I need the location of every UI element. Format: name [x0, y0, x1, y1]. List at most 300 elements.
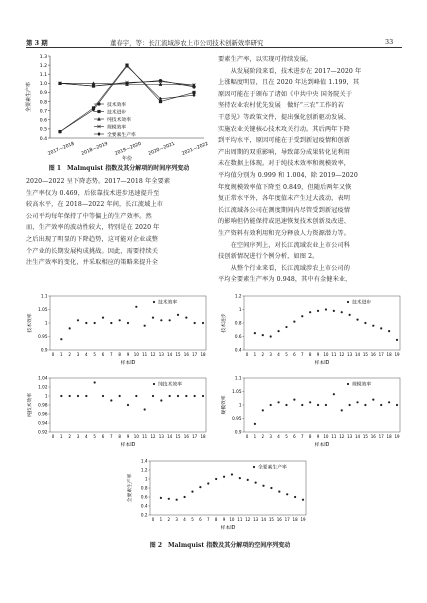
x-tick-label: 17 — [378, 352, 384, 357]
legend-marker — [253, 466, 255, 468]
y-tick-label: 1 — [238, 402, 242, 408]
legend-marker — [97, 102, 100, 105]
y-tick-label: 1.2 — [234, 293, 242, 299]
x-tick-label: 3 — [269, 352, 272, 357]
y-axis-label: 技术效率 — [28, 313, 33, 333]
text-line: 较高水平，在 2018—2022 年间，长江流域上市 — [26, 201, 164, 209]
scatter-point — [364, 322, 366, 324]
legend-marker — [153, 301, 155, 303]
scatter-point — [278, 491, 280, 493]
x-tick-label: 16 — [183, 434, 189, 439]
scatter-point — [262, 334, 264, 336]
figure-2-caption: 图 2 Malmquist 指数及其分解项的空间序列变动 — [149, 542, 291, 549]
text-line: 上涨幅度明显，且在 2020 年达到峰值 1.199，其 — [218, 79, 360, 87]
x-tick-label: 12 — [339, 434, 345, 439]
x-tick-label: 2017—2018 — [47, 141, 76, 157]
y-tick-label: 0.6 — [39, 118, 47, 124]
x-tick-label: 13 — [347, 434, 353, 439]
scatter-point — [341, 409, 343, 411]
x-axis-label: 样本ID — [314, 361, 330, 366]
scatter-point — [317, 310, 319, 312]
scatter-point — [270, 335, 272, 337]
scatter-point — [110, 399, 112, 401]
issue-number: 第 3 期 — [26, 39, 48, 47]
y-tick-label: 1.02 — [38, 384, 48, 390]
y-tick-label: 1 — [144, 476, 148, 482]
y-tick-label: 1 — [44, 320, 48, 326]
text-line: 平均值分别为 0.999 和 1.004，除 2019—2020 — [218, 171, 358, 179]
figure-1-caption: 图 1 Malmquist 指数及其分解项的时间序列变动 — [48, 165, 190, 172]
x-tick-label: 3 — [175, 517, 178, 522]
x-tick-label: 10 — [133, 434, 139, 439]
x-tick-label: 1 — [60, 434, 63, 439]
page-number: 33 — [385, 38, 394, 46]
scatter-point — [364, 404, 366, 406]
scatter-point — [349, 404, 351, 406]
x-tick-label: 2 — [167, 517, 171, 522]
y-tick-label: 1.04 — [38, 375, 48, 381]
scatter-point — [202, 322, 204, 324]
x-tick-label: 17 — [192, 434, 198, 439]
figure-1-line-chart — [24, 52, 210, 162]
x-tick-label: 7 — [300, 352, 304, 357]
text-line: 原因可能在于颁布了诸如《中共中央 国务院关于 — [218, 90, 353, 98]
x-tick-label: 1 — [253, 352, 257, 357]
x-tick-label: 18 — [200, 352, 206, 357]
header-rule — [26, 47, 402, 48]
scatter-point — [341, 311, 343, 313]
y-axis-label: 规模效率 — [222, 395, 227, 415]
x-tick-label: 11 — [331, 434, 337, 439]
scatter-point — [202, 395, 204, 397]
legend-label: 技术效率 — [158, 300, 178, 306]
x-tick-label: 4 — [183, 517, 186, 522]
legend-label: 规模效率 — [352, 382, 372, 388]
text-line: 从整个行业来看，长江流域涉农上市公司的 — [218, 264, 351, 272]
scatter-point — [135, 306, 137, 308]
x-tick-label: 4 — [277, 434, 280, 439]
text-line: 坚持农业农村优先发展 做好“三农”工作的若 — [218, 102, 344, 110]
x-axis-label: 样本ID — [314, 443, 330, 448]
legend-label-0: 技术效率 — [107, 102, 127, 108]
scatter-point — [144, 408, 146, 410]
y-tick-label: 1.3 — [39, 54, 47, 60]
y-tick-label: 0.9 — [40, 347, 48, 353]
y-tick-label: 1.05 — [38, 307, 48, 313]
scatter-point — [69, 395, 71, 397]
scatter-point — [380, 404, 382, 406]
x-tick-label: 5 — [191, 517, 194, 522]
x-tick-label: 3 — [269, 434, 272, 439]
legend-label-4: 全要素生产率 — [107, 132, 136, 138]
x-tick-label: 7 — [110, 352, 113, 357]
scatter-point — [207, 482, 209, 484]
y-tick-label: 0.2 — [140, 512, 148, 518]
x-tick-label: 5 — [93, 434, 96, 439]
scatter-point — [77, 395, 79, 397]
figure-2-panel-scale-efficiency — [220, 372, 406, 452]
legend-label: 全要素生产率 — [258, 465, 287, 471]
scatter-point — [191, 491, 193, 493]
scatter-point — [177, 314, 179, 316]
scatter-point — [215, 478, 217, 480]
scatter-point — [60, 338, 62, 340]
x-tick-label: 5 — [93, 352, 96, 357]
legend-marker — [97, 132, 100, 136]
x-tick-label: 7 — [300, 434, 304, 439]
x-tick-label: 17 — [378, 434, 384, 439]
scatter-point — [255, 482, 257, 484]
scatter-point — [301, 315, 303, 317]
figure-2-panel-technical-efficiency — [26, 290, 212, 370]
x-tick-label: 10 — [323, 434, 329, 439]
legend-marker — [347, 301, 349, 303]
y-tick-label: 1.1 — [40, 293, 48, 299]
x-tick-label: 8 — [214, 517, 218, 522]
scatter-point — [135, 395, 137, 397]
scatter-point — [185, 317, 187, 319]
x-tick-label: 13 — [253, 517, 259, 522]
y-tick-label: 0.8 — [39, 100, 47, 106]
legend-marker — [97, 110, 100, 113]
scatter-point — [194, 395, 196, 397]
y-tick-label: 0.8 — [234, 320, 242, 326]
legend-label: 纯技术效率 — [158, 382, 182, 388]
y-tick-label: 1.0 — [39, 82, 47, 88]
scatter-point — [254, 332, 256, 334]
x-axis-label: 年份 — [121, 156, 133, 162]
x-tick-label: 17 — [192, 352, 198, 357]
plot-frame — [244, 378, 400, 432]
scatter-point — [239, 477, 241, 479]
x-tick-label: 0 — [245, 352, 249, 357]
scatter-point — [380, 327, 382, 329]
scatter-point — [325, 308, 327, 310]
scatter-point — [168, 498, 170, 500]
x-tick-label: 15 — [268, 517, 274, 522]
scatter-point — [160, 399, 162, 401]
scatter-point — [356, 401, 358, 403]
legend-label-3: 规模效率 — [107, 125, 127, 131]
figure-2-panel-technical-progress — [220, 290, 406, 370]
x-tick-label: 12 — [150, 434, 156, 439]
text-line: 实施农业关键核心技术攻关行动。其后两年下降 — [218, 125, 351, 133]
left-column-text — [26, 176, 214, 269]
x-tick-label: 19 — [394, 434, 400, 439]
scatter-point — [356, 319, 358, 321]
y-axis-label: 纯技术效率 — [28, 393, 33, 417]
right-column-text — [218, 54, 402, 286]
legend-label-1: 技术进步 — [107, 110, 127, 116]
text-line: 个产业的长期发展构成挑战。因此，需要持续关 — [26, 247, 159, 255]
y-tick-label: 0.95 — [232, 416, 242, 422]
text-line: 从发展阶段来看，技术进步在 2017—2020 年 — [218, 67, 362, 75]
y-tick-label: 0.7 — [39, 109, 47, 115]
scatter-point — [372, 325, 374, 327]
x-tick-label: 2019—2020 — [114, 141, 143, 157]
x-tick-label: 6 — [101, 434, 105, 439]
scatter-point — [294, 496, 296, 498]
x-tick-label: 7 — [110, 434, 113, 439]
x-tick-label: 16 — [183, 352, 189, 357]
scatter-point — [127, 404, 129, 406]
scatter-point — [262, 409, 264, 411]
scatter-point — [247, 479, 249, 481]
x-tick-label: 9 — [126, 434, 130, 439]
x-tick-label: 16 — [370, 352, 376, 357]
x-tick-label: 2 — [261, 352, 265, 357]
y-tick-label: 0.9 — [39, 91, 47, 97]
scatter-point — [293, 321, 295, 323]
x-tick-label: 13 — [158, 352, 164, 357]
x-tick-label: 11 — [142, 434, 148, 439]
scatter-point — [254, 423, 256, 425]
x-tick-label: 12 — [150, 352, 156, 357]
scatter-point — [277, 401, 279, 403]
x-tick-label: 5 — [285, 434, 288, 439]
scatter-point — [302, 499, 304, 501]
y-tick-label: 0.95 — [38, 334, 48, 340]
y-tick-label: 0.4 — [39, 136, 47, 142]
y-tick-label: 0.94 — [38, 420, 48, 426]
x-tick-label: 2018—2019 — [80, 141, 109, 157]
scatter-point — [372, 399, 374, 401]
text-line: 生产率仅为 0.469，后依靠技术进步迅速提升至 — [26, 189, 160, 197]
x-tick-label: 9 — [316, 352, 320, 357]
x-tick-label: 7 — [206, 517, 210, 522]
scatter-point — [119, 395, 121, 397]
y-tick-label: 1.2 — [140, 467, 148, 473]
scatter-point — [333, 393, 335, 395]
x-tick-label: 1 — [159, 517, 163, 522]
legend-label-2: 纯技术效率 — [107, 117, 131, 123]
scatter-point — [194, 322, 196, 324]
scatter-point — [199, 486, 201, 488]
scatter-point — [60, 395, 62, 397]
scatter-point — [94, 381, 96, 383]
x-tick-label: 14 — [260, 517, 267, 522]
scatter-point — [176, 499, 178, 501]
scatter-point — [119, 319, 121, 321]
x-tick-label: 15 — [362, 352, 368, 357]
x-tick-label: 18 — [386, 352, 392, 357]
x-tick-label: 4 — [277, 352, 280, 357]
running-title: 董春宇，等：长江流域涉农上市公司技术创新效率研究 — [110, 39, 264, 47]
x-tick-label: 16 — [276, 517, 282, 522]
x-tick-label: 11 — [142, 352, 148, 357]
text-line: 公司平均每年保持了中等偏上的生产效率。然 — [26, 212, 152, 220]
scatter-point — [309, 401, 311, 403]
x-tick-label: 10 — [323, 352, 329, 357]
x-tick-label: 0 — [151, 517, 155, 522]
scatter-point — [127, 322, 129, 324]
x-tick-label: 3 — [76, 352, 80, 357]
x-tick-label: 12 — [245, 517, 251, 522]
x-tick-label: 19 — [300, 517, 306, 522]
y-axis-label: 全要素生产率 — [26, 81, 32, 113]
legend-label: 技术进步 — [352, 300, 372, 306]
scatter-point — [262, 485, 264, 487]
x-tick-label: 15 — [362, 434, 368, 439]
legend-marker — [153, 383, 155, 385]
text-line: 平均全要素生产率为 0.948，其中有金健米业、 — [218, 276, 352, 284]
y-tick-label: 1 — [44, 393, 48, 399]
x-tick-label: 2021—2022 — [181, 141, 210, 157]
scatter-point — [152, 317, 154, 319]
text-line: 干意见》等政策文件，提出强化创新驱动发展、 — [218, 113, 351, 121]
scatter-point — [185, 395, 187, 397]
x-tick-label: 2 — [68, 434, 71, 439]
scatter-point — [396, 404, 398, 406]
scatter-point — [77, 319, 79, 321]
figure-2-panel-pure-technical-efficiency — [26, 372, 212, 452]
x-tick-label: 19 — [394, 352, 400, 357]
scatter-point — [293, 399, 295, 401]
x-tick-label: 9 — [222, 517, 226, 522]
text-line: 生产资料有效利用和充分释放人力资源潜力等。 — [218, 229, 351, 237]
scatter-point — [285, 326, 287, 328]
x-tick-label: 14 — [167, 434, 173, 439]
scatter-point — [69, 327, 71, 329]
text-line: 而，生产效率的波动性较大，特别是在 2020 年 — [26, 224, 160, 232]
text-line: 要素生产率，以实现可持续发展。 — [218, 56, 313, 63]
x-tick-label: 8 — [118, 434, 121, 439]
y-tick-label: 1.4 — [140, 458, 148, 464]
x-tick-label: 8 — [118, 352, 121, 357]
x-tick-label: 6 — [293, 434, 296, 439]
scatter-point — [301, 404, 303, 406]
x-tick-label: 4 — [85, 434, 88, 439]
y-tick-label: 1.1 — [39, 73, 47, 79]
scatter-point — [286, 493, 288, 495]
x-tick-label: 5 — [285, 352, 288, 357]
y-tick-label: 0.8 — [140, 485, 148, 491]
text-line: 之后出现了明显的下降趋势，这可能对企业或整 — [26, 235, 159, 243]
x-tick-label: 9 — [316, 434, 320, 439]
y-tick-label: 1.1 — [234, 375, 242, 381]
scatter-point — [152, 395, 154, 397]
x-tick-label: 2020—2021 — [147, 141, 176, 157]
x-tick-label: 9 — [126, 352, 130, 357]
x-tick-label: 15 — [175, 434, 181, 439]
x-tick-label: 0 — [245, 434, 249, 439]
x-tick-label: 18 — [386, 434, 392, 439]
scatter-point — [317, 404, 319, 406]
x-tick-label: 14 — [354, 434, 361, 439]
x-tick-label: 2 — [68, 352, 71, 357]
scatter-point — [160, 319, 162, 321]
scatter-point — [388, 401, 390, 403]
x-tick-label: 2 — [261, 434, 265, 439]
scatter-point — [110, 322, 112, 324]
x-axis-label: 样本ID — [120, 361, 136, 366]
y-tick-label: 0.6 — [234, 334, 242, 340]
y-tick-label: 0.6 — [140, 494, 148, 500]
x-tick-label: 3 — [76, 434, 80, 439]
plot-frame — [244, 296, 400, 350]
x-tick-label: 1 — [253, 434, 257, 439]
scatter-point — [169, 395, 171, 397]
x-tick-label: 8 — [308, 434, 312, 439]
x-tick-label: 18 — [200, 434, 206, 439]
text-line: 长江流域各公司在测度期间内尽管受到新冠疫情 — [218, 206, 351, 214]
scatter-point — [285, 404, 287, 406]
x-tick-label: 8 — [308, 352, 312, 357]
scatter-point — [144, 325, 146, 327]
x-tick-label: 13 — [158, 434, 164, 439]
scatter-point — [160, 497, 162, 499]
y-tick-label: 0.4 — [234, 347, 242, 353]
scatter-point — [396, 339, 398, 341]
y-axis-label: 技术进步 — [222, 313, 227, 333]
y-axis-label: 全要素生产率 — [128, 473, 133, 503]
y-tick-label: 1.05 — [232, 389, 242, 395]
y-tick-label: 0.96 — [38, 411, 48, 417]
x-tick-label: 6 — [293, 352, 296, 357]
text-line: 到平均水平，原因可能在于受到新冠疫情和创新 — [218, 137, 351, 145]
text-line: 技创新情况进行个例分析，如图 2。 — [218, 253, 319, 261]
text-line: 2020—2022 呈下降态势。2017—2018 年全要素 — [26, 178, 171, 185]
y-tick-label: 1.2 — [39, 63, 47, 69]
scatter-point — [270, 487, 272, 489]
text-line: 年度规模效率值下降至 0.849，但随后两年又恢 — [218, 183, 352, 191]
scatter-point — [85, 322, 87, 324]
scatter-point — [270, 404, 272, 406]
x-tick-label: 14 — [167, 352, 173, 357]
x-tick-label: 10 — [229, 517, 235, 522]
y-tick-label: 1 — [238, 307, 242, 313]
x-tick-label: 0 — [51, 434, 55, 439]
scatter-point — [223, 476, 225, 478]
x-tick-label: 17 — [284, 517, 290, 522]
x-tick-label: 10 — [133, 352, 139, 357]
legend-marker — [347, 383, 349, 385]
scatter-point — [388, 330, 390, 332]
text-line: 注生产效率的变化，并采取相应的策略来提升全 — [26, 259, 159, 267]
x-tick-label: 16 — [370, 434, 376, 439]
text-line: 在空间序列上，对长江流域农业上市公司科 — [218, 241, 351, 249]
text-line: 未在数据上体现。对于纯技术效率和规模效率， — [218, 160, 351, 168]
x-tick-label: 18 — [292, 517, 298, 522]
x-tick-label: 14 — [354, 352, 361, 357]
scatter-point — [102, 395, 104, 397]
x-tick-label: 4 — [85, 352, 88, 357]
scatter-point — [325, 404, 327, 406]
scatter-point — [309, 311, 311, 313]
y-tick-label: 0.5 — [39, 127, 47, 133]
scatter-point — [231, 473, 233, 475]
x-tick-label: 11 — [237, 517, 243, 522]
scatter-point — [177, 395, 179, 397]
x-axis-label: 样本ID — [220, 526, 236, 531]
text-line: 产出周期的双重影响，导致部分成果转化见利用 — [218, 148, 351, 156]
x-axis-label: 样本ID — [120, 443, 136, 448]
scatter-point — [85, 395, 87, 397]
y-tick-label: 0.4 — [140, 503, 148, 509]
x-tick-label: 13 — [347, 352, 353, 357]
x-tick-label: 15 — [175, 352, 181, 357]
y-tick-label: 0.92 — [38, 429, 48, 435]
x-tick-label: 12 — [339, 352, 345, 357]
scatter-point — [102, 317, 104, 319]
text-line: 的影响但仍能保持或迅速恢复技术创新及改进、 — [218, 218, 351, 226]
scatter-point — [333, 310, 335, 312]
scatter-point — [349, 314, 351, 316]
x-tick-label: 0 — [51, 352, 55, 357]
scatter-point — [169, 319, 171, 321]
scatter-point — [94, 322, 96, 324]
scatter-point — [277, 330, 279, 332]
